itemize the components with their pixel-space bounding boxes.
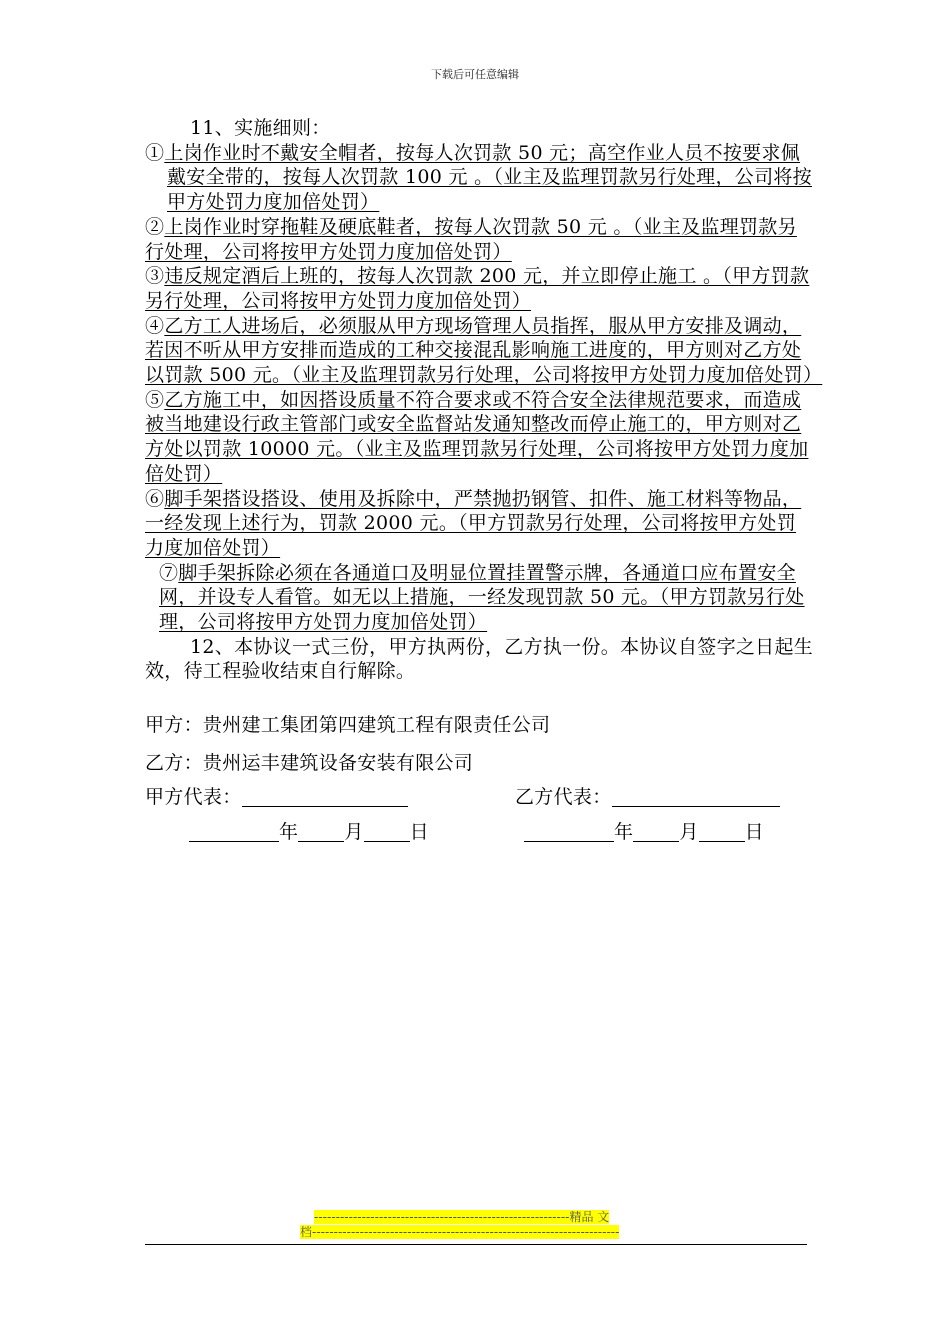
rule-number: ⑥ xyxy=(145,487,165,510)
party-a-line: 甲方：贵州建工集团第四建筑工程有限责任公司 xyxy=(145,714,551,737)
footer-divider xyxy=(145,1244,807,1245)
rule-text: 脚手架拆除必须在各通道口及明显位置挂置警示牌，各通道口应布置安全网，并设专人看管。如无以上措施，一经发现罚款 50 元。（甲方罚款另行处理，公司将按甲方处罚力度加倍处罚） xyxy=(159,561,805,634)
page-header-note: 下载后可任意编辑 xyxy=(431,68,519,81)
rule-item-6 xyxy=(145,487,815,561)
rule-number: ③ xyxy=(145,265,165,288)
party-b-date xyxy=(480,814,815,850)
rule-number: ① xyxy=(145,141,165,164)
year-blank[interactable] xyxy=(189,821,279,842)
rep-a-label: 甲方代表： xyxy=(145,786,242,809)
day-blank[interactable] xyxy=(699,821,745,842)
rule-number: ⑦ xyxy=(159,561,179,584)
month-label: 月 xyxy=(344,821,364,844)
representative-row xyxy=(145,782,815,812)
rep-b-label: 乙方代表： xyxy=(515,786,612,809)
footer-watermark xyxy=(300,1210,650,1240)
rep-b-signature-blank[interactable] xyxy=(612,786,780,807)
date-row xyxy=(145,814,815,850)
month-label: 月 xyxy=(679,821,699,844)
rule-item-7 xyxy=(145,561,815,635)
day-label: 日 xyxy=(744,821,764,844)
party-b-line: 乙方：贵州运丰建筑设备安装有限公司 xyxy=(145,752,474,775)
rule-item-3 xyxy=(145,264,815,313)
rep-a-signature-blank[interactable] xyxy=(242,786,408,807)
day-blank[interactable] xyxy=(364,821,410,842)
rule-number: ⑤ xyxy=(145,388,165,411)
year-label: 年 xyxy=(614,821,634,844)
footer-line-2: 档----------------------------------------------------------------------- xyxy=(300,1225,620,1239)
party-a-representative xyxy=(145,782,515,812)
document-body xyxy=(145,116,823,850)
rule-number: ④ xyxy=(145,314,165,337)
section-11-title: 11、实施细则： xyxy=(190,117,331,139)
rule-text: 脚手架搭设搭设、使用及拆除中，严禁抛扔钢管、扣件、施工材料等物品，一经发现上述行为，罚款 2000 元。（甲方罚款另行处理，公司将按甲方处罚力度加倍处罚） xyxy=(145,487,802,559)
footer-line-1: -----------------------------------------------------------精品 文 xyxy=(314,1210,610,1224)
month-blank[interactable] xyxy=(633,821,679,842)
year-label: 年 xyxy=(279,821,299,844)
party-a-date xyxy=(145,814,480,850)
day-label: 日 xyxy=(409,821,429,844)
month-blank[interactable] xyxy=(298,821,344,842)
rule-item-4 xyxy=(145,314,823,388)
year-blank[interactable] xyxy=(524,821,614,842)
rule-item-1 xyxy=(145,141,815,215)
rule-item-5 xyxy=(145,388,815,487)
rule-text: 上岗作业时不戴安全帽者，按每人次罚款 50 元；高空作业人员不按要求佩戴安全带的，按每人次罚款 100 元 。（业主及监理罚款另行处理，公司将按甲方处罚力度加倍处罚） xyxy=(164,141,812,214)
rule-text: 上岗作业时穿拖鞋及硬底鞋者，按每人次罚款 50 元 。（业主及监理罚款另行处理，公司将按甲方处罚力度加倍处罚） xyxy=(145,215,797,263)
rule-text: 乙方工人进场后，必须服从甲方现场管理人员指挥，服从甲方安排及调动，若因不听从甲方安排而造成的工种交接混乱影响施工进度的，甲方则对乙方处以罚款 500 元。（业主及监理罚款另行处理，公司将按甲方处罚力度加倍处罚） xyxy=(145,314,823,387)
section-12-paragraph: 12、本协议一式三份，甲方执两份，乙方执一份。本协议自签字之日起生效，待工程验收结束自行解除。 xyxy=(145,635,814,683)
rule-number: ② xyxy=(145,215,165,238)
rule-text: 乙方施工中，如因搭设质量不符合要求或不符合安全法律规范要求，而造成被当地建设行政主管部门或安全监督站发通知整改而停止施工的，甲方则对乙方处以罚款 10000 元。（业主及监理罚款另行处理，公司将按甲方处罚力度加倍处罚） xyxy=(145,388,809,485)
rule-text: 违反规定酒后上班的，按每人次罚款 200 元，并立即停止施工 。（甲方罚款另行处理，公司将按甲方处罚力度加倍处罚） xyxy=(145,265,810,312)
party-b-representative xyxy=(515,782,780,812)
rule-item-2 xyxy=(145,215,815,264)
